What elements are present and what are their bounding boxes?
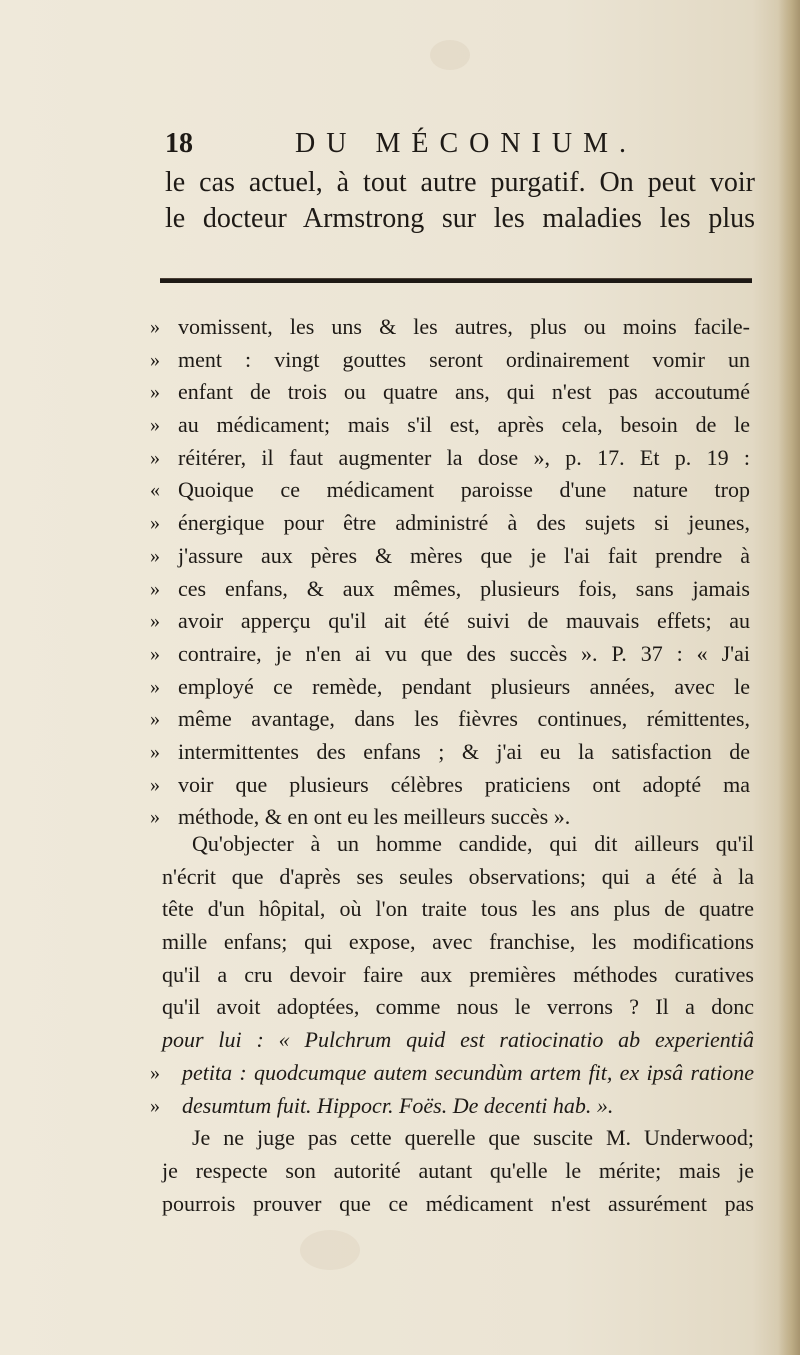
body-line bbox=[162, 1024, 754, 1057]
quote-text: voir que plusieurs célèbres praticiens ont adopté ma bbox=[178, 771, 750, 797]
quote-line bbox=[150, 344, 750, 377]
quote-line bbox=[150, 703, 750, 736]
quote-mark: » bbox=[150, 316, 160, 338]
quote-mark: » bbox=[150, 610, 160, 633]
quote-mark: » bbox=[150, 446, 160, 469]
body-line bbox=[162, 959, 754, 992]
body-text: tête d'un hôpital, où l'on traite tous les ans plus de quatre bbox=[162, 896, 754, 922]
body-line bbox=[150, 1057, 754, 1090]
body-line bbox=[162, 828, 754, 861]
quote-mark: » bbox=[150, 512, 160, 535]
quoted-passage bbox=[150, 311, 750, 834]
body-text: pourrois prouver que ce médicament n'est assurément pas bbox=[162, 1190, 754, 1216]
quote-text: vomissent, les uns & les autres, plus ou moins facile- bbox=[178, 314, 750, 339]
quote-text: employé ce remède, pendant plusieurs années, avec le bbox=[178, 673, 750, 699]
quote-mark: » bbox=[150, 1061, 160, 1084]
body-line bbox=[162, 1188, 754, 1221]
quote-line bbox=[150, 474, 750, 507]
body-text: pour lui : « Pulchrum quid est ratiocinatio ab experientiâ bbox=[162, 1027, 754, 1053]
footnote-rule bbox=[160, 278, 752, 283]
quote-text: réitérer, il faut augmenter la dose », p. 17. Et p. 19 : bbox=[178, 444, 750, 470]
body-text: Je ne juge pas cette querelle que suscite M. Underwood; bbox=[192, 1125, 754, 1151]
body-line bbox=[150, 1090, 754, 1123]
quote-text: Quoique ce médicament paroisse d'une nature trop bbox=[178, 477, 750, 503]
running-title: DU MÉCONIUM. bbox=[295, 128, 637, 159]
quote-mark: » bbox=[150, 414, 160, 437]
text-line: le docteur Armstrong sur les maladies les plus bbox=[165, 203, 755, 234]
quote-text: au médicament; mais s'il est, après cela, besoin de le bbox=[178, 412, 750, 438]
paper-stain bbox=[430, 40, 470, 70]
quote-line bbox=[150, 573, 750, 606]
body-text: je respecte son autorité autant qu'elle le mérite; mais je bbox=[162, 1157, 754, 1183]
quote-line bbox=[150, 769, 750, 802]
body-line bbox=[162, 1122, 754, 1155]
quote-line bbox=[150, 540, 750, 573]
quote-line bbox=[150, 671, 750, 704]
quote-text: ment : vingt gouttes seront ordinairement vomir un bbox=[178, 346, 750, 372]
quote-line bbox=[150, 311, 750, 344]
page-edge-shadow bbox=[778, 0, 800, 1355]
quote-mark: » bbox=[150, 642, 160, 665]
quote-mark: « bbox=[150, 479, 160, 502]
body-line bbox=[162, 861, 754, 894]
body-text: qu'il avoit adoptées, comme nous le verrons ? Il a donc bbox=[162, 994, 754, 1020]
body-text: petita : quodcumque autem secundùm artem fit, ex ipsâ ratione bbox=[182, 1059, 754, 1085]
quote-line bbox=[150, 736, 750, 769]
quote-text: intermittentes des enfans ; & j'ai eu la satisfaction de bbox=[178, 738, 750, 764]
body-text: n'écrit que d'après ses seules observations; qui a été à la bbox=[162, 863, 754, 889]
quote-text: méthode, & en ont eu les meilleurs succès ». bbox=[178, 804, 571, 830]
body-text: qu'il a cru devoir faire aux premières méthodes curatives bbox=[162, 961, 754, 987]
body-line bbox=[162, 1155, 754, 1188]
quote-text: enfant de trois ou quatre ans, qui n'est pas accoutumé bbox=[178, 379, 750, 405]
quote-mark: » bbox=[150, 1094, 160, 1117]
quote-line bbox=[150, 376, 750, 409]
quote-mark: » bbox=[150, 806, 160, 829]
quote-mark: » bbox=[150, 544, 160, 567]
body-line bbox=[162, 926, 754, 959]
lead-paragraph bbox=[165, 165, 755, 237]
quote-mark: » bbox=[150, 348, 160, 371]
quote-line bbox=[150, 409, 750, 442]
paper-stain bbox=[300, 1230, 360, 1270]
quote-text: j'assure aux pères & mères que je l'ai fait prendre à bbox=[178, 542, 750, 568]
page-number: 18 bbox=[165, 128, 193, 159]
body-paragraphs bbox=[150, 828, 754, 1220]
quote-text: avoir apperçu qu'il ait été suivi de mauvais effets; au bbox=[178, 608, 750, 634]
running-header bbox=[165, 128, 755, 164]
body-text: Qu'objecter à un homme candide, qui dit ailleurs qu'il bbox=[192, 831, 754, 856]
body-text: desumtum fuit. Hippocr. Foës. De decenti hab. ». bbox=[182, 1092, 614, 1118]
quote-text: contraire, je n'en ai vu que des succès ». P. 37 : « J'ai bbox=[178, 640, 750, 666]
body-text: mille enfans; qui expose, avec franchise, les modifications bbox=[162, 929, 754, 955]
quote-mark: » bbox=[150, 577, 160, 600]
quote-line bbox=[150, 442, 750, 475]
quote-line bbox=[150, 507, 750, 540]
quote-mark: » bbox=[150, 773, 160, 796]
quote-mark: » bbox=[150, 675, 160, 698]
quote-line bbox=[150, 605, 750, 638]
body-line bbox=[162, 991, 754, 1024]
quote-line bbox=[150, 638, 750, 671]
quote-mark: » bbox=[150, 381, 160, 404]
quote-text: énergique pour être administré à des sujets si jeunes, bbox=[178, 510, 750, 536]
body-line bbox=[162, 893, 754, 926]
quote-text: ces enfans, & aux mêmes, plusieurs fois, sans jamais bbox=[178, 575, 750, 601]
text-line: le cas actuel, à tout autre purgatif. On peut voir bbox=[165, 167, 755, 198]
quote-text: même avantage, dans les fièvres continues, rémittentes, bbox=[178, 706, 750, 732]
quote-mark: » bbox=[150, 708, 160, 731]
quote-mark: » bbox=[150, 740, 160, 763]
